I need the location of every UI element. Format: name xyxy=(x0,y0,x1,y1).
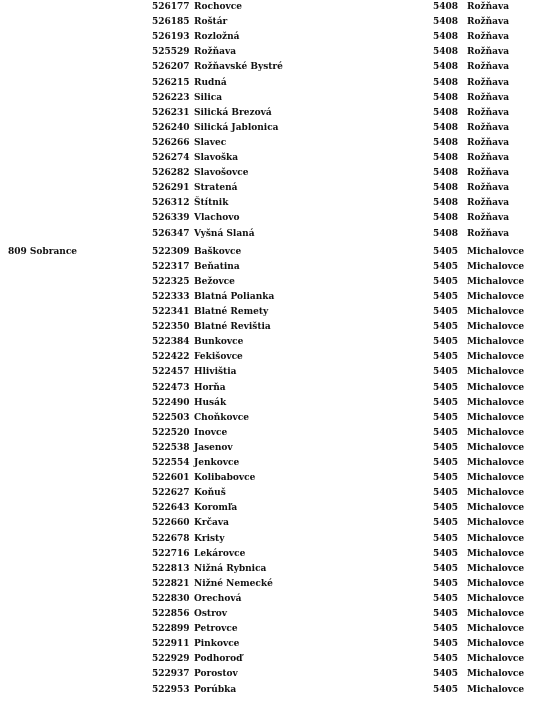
municipality-code: 522830 xyxy=(152,593,190,604)
district-code: 5408 xyxy=(433,92,459,103)
table-row xyxy=(0,106,560,121)
table-row xyxy=(0,30,560,45)
municipality-code: 525529 xyxy=(152,47,190,58)
municipality-name: Porostov xyxy=(194,669,238,680)
table-row xyxy=(0,562,560,577)
table-row xyxy=(0,350,560,365)
district-code: 5405 xyxy=(433,548,459,559)
district-label: 809 Sobrance xyxy=(8,246,78,257)
district-name: Rožňava xyxy=(467,32,510,43)
district-name: Michalovce xyxy=(467,578,525,589)
district-name: Michalovce xyxy=(467,548,525,559)
district-code: 5405 xyxy=(433,578,459,589)
table-row xyxy=(0,245,560,260)
district-name: Rožňava xyxy=(467,62,510,73)
district-name: Michalovce xyxy=(467,503,525,514)
district-name: Michalovce xyxy=(467,412,525,423)
district-name: Michalovce xyxy=(467,518,525,529)
table-row xyxy=(0,652,560,667)
municipality-name: Husák xyxy=(194,397,227,408)
district-code: 5405 xyxy=(433,307,459,317)
district-name: Michalovce xyxy=(467,654,525,665)
municipality-code: 526231 xyxy=(152,107,190,118)
district-code: 5405 xyxy=(433,563,459,574)
table-row xyxy=(0,637,560,652)
table-row xyxy=(0,15,560,30)
municipality-name: Blatné Revištia xyxy=(194,322,271,333)
district-code: 5408 xyxy=(433,2,459,12)
municipality-name: Ostrov xyxy=(194,609,228,619)
municipality-code: 522821 xyxy=(152,578,190,589)
municipality-name: Slavošovce xyxy=(194,168,249,179)
municipality-code: 526291 xyxy=(152,183,190,194)
table-row xyxy=(0,166,560,181)
district-name: Rožňava xyxy=(467,153,510,163)
table-row xyxy=(0,136,560,151)
municipality-name: Silická Brezová xyxy=(194,107,272,118)
district-code: 5405 xyxy=(433,458,459,468)
district-code: 5408 xyxy=(433,228,459,239)
municipality-name: Petrovce xyxy=(194,624,238,635)
district-code: 5408 xyxy=(433,77,459,88)
district-code: 5405 xyxy=(433,503,459,514)
district-name: Michalovce xyxy=(467,563,525,574)
table-row xyxy=(0,211,560,226)
municipality-code: 522627 xyxy=(152,488,190,499)
district-code: 5405 xyxy=(433,397,459,408)
district-name: Michalovce xyxy=(467,609,525,619)
municipality-name: Rudná xyxy=(194,77,227,88)
district-name: Michalovce xyxy=(467,276,525,287)
municipality-code: 522422 xyxy=(152,352,190,363)
municipality-code: 522716 xyxy=(152,548,190,559)
district-code: 5408 xyxy=(433,168,459,179)
district-code: 5408 xyxy=(433,137,459,148)
table-row xyxy=(0,260,560,275)
municipality-name: Hlivištia xyxy=(194,367,237,378)
district-name: Michalovce xyxy=(467,684,525,695)
table-row xyxy=(0,516,560,531)
municipality-name: Nižná Rybnica xyxy=(194,563,267,574)
municipality-code: 522643 xyxy=(152,503,190,514)
municipality-code: 522520 xyxy=(152,427,190,438)
table-row xyxy=(0,592,560,607)
table-row xyxy=(0,45,560,60)
table-row xyxy=(0,320,560,335)
table-row xyxy=(0,335,560,350)
municipality-code: 522473 xyxy=(152,382,190,393)
district-name: Michalovce xyxy=(467,473,525,484)
district-code: 5405 xyxy=(433,276,459,287)
table-row xyxy=(0,305,560,320)
district-code: 5408 xyxy=(433,213,459,224)
municipality-code: 522350 xyxy=(152,322,190,333)
municipality-name: Rožňavské Bystré xyxy=(194,62,283,73)
municipality-code: 522317 xyxy=(152,261,190,272)
district-code: 5405 xyxy=(433,609,459,619)
district-name: Michalovce xyxy=(467,382,525,393)
table-row xyxy=(0,396,560,411)
municipality-code: 526185 xyxy=(152,17,190,28)
district-code: 5405 xyxy=(433,427,459,438)
district-name: Michalovce xyxy=(467,458,525,468)
municipality-name: Kolibabovce xyxy=(194,473,256,484)
municipality-code: 522660 xyxy=(152,518,190,529)
municipality-code: 526193 xyxy=(152,32,190,43)
table-row xyxy=(0,486,560,501)
district-code: 5405 xyxy=(433,518,459,529)
district-name: Rožňava xyxy=(467,198,510,209)
municipality-name: Blatná Polianka xyxy=(194,291,275,302)
district-name: Michalovce xyxy=(467,593,525,604)
district-name: Michalovce xyxy=(467,624,525,635)
district-name: Rožňava xyxy=(467,107,510,118)
table-row xyxy=(0,381,560,396)
table-row xyxy=(0,151,560,166)
municipality-name: Rožňava xyxy=(194,47,237,58)
table-row xyxy=(0,121,560,136)
district-code: 5408 xyxy=(433,62,459,73)
table-row xyxy=(0,426,560,441)
municipality-name: Kristy xyxy=(194,533,225,544)
municipality-code: 522384 xyxy=(152,337,190,348)
municipality-name: Beňatina xyxy=(194,261,240,272)
table-row xyxy=(0,577,560,592)
district-code: 5408 xyxy=(433,122,459,133)
municipality-name: Bežovce xyxy=(194,276,235,287)
district-name: Michalovce xyxy=(467,427,525,438)
municipality-code: 522457 xyxy=(152,367,190,378)
municipality-name: Porúbka xyxy=(194,684,237,695)
table-row xyxy=(0,547,560,562)
municipality-name: Vyšná Slaná xyxy=(194,228,255,239)
district-code: 5405 xyxy=(433,624,459,635)
district-code: 5405 xyxy=(433,442,459,453)
table-row xyxy=(0,196,560,211)
district-name: Michalovce xyxy=(467,533,525,544)
municipality-code: 522899 xyxy=(152,624,190,635)
district-code: 5408 xyxy=(433,183,459,194)
municipality-code: 522490 xyxy=(152,397,190,408)
district-name: Michalovce xyxy=(467,246,525,257)
municipality-code: 522538 xyxy=(152,442,190,453)
table-row xyxy=(0,683,560,698)
municipality-code: 526223 xyxy=(152,92,190,103)
district-name: Michalovce xyxy=(467,352,525,363)
table-row xyxy=(0,60,560,75)
municipality-name: Fekišovce xyxy=(194,352,243,363)
municipality-code: 526240 xyxy=(152,122,190,133)
municipality-name: Orechová xyxy=(194,593,242,604)
table-row xyxy=(0,607,560,622)
municipality-name: Koromľa xyxy=(194,503,238,514)
district-code: 5405 xyxy=(433,412,459,423)
district-code: 5408 xyxy=(433,198,459,209)
municipality-name: Podhoroď xyxy=(194,654,243,665)
table-row xyxy=(0,227,560,242)
district-name: Rožňava xyxy=(467,2,510,12)
municipality-code: 526339 xyxy=(152,213,190,224)
district-code: 5405 xyxy=(433,367,459,378)
district-code: 5405 xyxy=(433,337,459,348)
table-row xyxy=(0,411,560,426)
district-name: Michalovce xyxy=(467,322,525,333)
district-code: 5405 xyxy=(433,382,459,393)
municipality-code: 526312 xyxy=(152,198,190,209)
table-row xyxy=(0,365,560,380)
district-code: 5405 xyxy=(433,684,459,695)
district-name: Michalovce xyxy=(467,397,525,408)
municipality-name: Jasenov xyxy=(194,442,233,453)
municipality-name: Koňuš xyxy=(194,488,226,499)
municipality-name: Baškovce xyxy=(194,246,242,257)
district-name: Michalovce xyxy=(467,669,525,680)
table-row xyxy=(0,532,560,547)
table-row xyxy=(0,0,560,15)
municipality-name: Inovce xyxy=(194,427,228,438)
district-name: Michalovce xyxy=(467,442,525,453)
municipality-code: 522341 xyxy=(152,307,190,317)
table-row xyxy=(0,290,560,305)
municipality-name: Horňa xyxy=(194,382,226,393)
district-name: Rožňava xyxy=(467,47,510,58)
district-name: Michalovce xyxy=(467,337,525,348)
municipality-code: 522678 xyxy=(152,533,190,544)
municipality-name: Stratená xyxy=(194,183,238,194)
municipality-name: Silica xyxy=(194,92,223,103)
district-name: Rožňava xyxy=(467,77,510,88)
table-row xyxy=(0,275,560,290)
district-code: 5405 xyxy=(433,473,459,484)
municipality-name: Krčava xyxy=(194,518,229,529)
municipality-code: 526177 xyxy=(152,2,190,12)
district-name: Rožňava xyxy=(467,183,510,194)
table-row xyxy=(0,441,560,456)
municipality-name: Jenkovce xyxy=(194,458,240,468)
municipality-code: 522953 xyxy=(152,684,190,695)
table-row xyxy=(0,181,560,196)
district-code: 5408 xyxy=(433,107,459,118)
district-name: Michalovce xyxy=(467,261,525,272)
district-code: 5405 xyxy=(433,533,459,544)
municipality-code: 522856 xyxy=(152,609,190,619)
district-code: 5405 xyxy=(433,291,459,302)
municipality-name: Silická Jablonica xyxy=(194,122,279,133)
municipality-name: Bunkovce xyxy=(194,337,244,348)
municipality-code: 526347 xyxy=(152,228,190,239)
municipality-name: Nižné Nemecké xyxy=(194,578,273,589)
district-code: 5405 xyxy=(433,246,459,257)
municipality-code: 522601 xyxy=(152,473,190,484)
municipality-name: Štítnik xyxy=(194,198,229,209)
district-code: 5408 xyxy=(433,32,459,43)
district-code: 5405 xyxy=(433,593,459,604)
municipality-code: 522813 xyxy=(152,563,190,574)
municipality-name: Roštár xyxy=(194,17,228,28)
municipality-code: 526274 xyxy=(152,153,190,163)
table-row xyxy=(0,471,560,486)
district-name: Rožňava xyxy=(467,228,510,239)
municipality-name: Vlachovo xyxy=(194,213,240,224)
municipality-code: 526282 xyxy=(152,168,190,179)
district-code: 5408 xyxy=(433,153,459,163)
municipality-name: Choňkovce xyxy=(194,412,249,423)
district-name: Michalovce xyxy=(467,639,525,650)
municipality-name: Slavoška xyxy=(194,153,239,163)
municipality-code: 526207 xyxy=(152,62,190,73)
district-code: 5405 xyxy=(433,488,459,499)
municipality-code: 522937 xyxy=(152,669,190,680)
district-code: 5405 xyxy=(433,669,459,680)
district-code: 5405 xyxy=(433,261,459,272)
district-code: 5408 xyxy=(433,17,459,28)
district-name: Rožňava xyxy=(467,213,510,224)
municipality-code: 526266 xyxy=(152,137,190,148)
district-code: 5405 xyxy=(433,654,459,665)
municipality-name: Blatné Remety xyxy=(194,307,269,317)
district-code: 5405 xyxy=(433,322,459,333)
municipality-name: Lekárovce xyxy=(194,548,246,559)
municipality-code: 526215 xyxy=(152,77,190,88)
table-row xyxy=(0,91,560,106)
district-name: Rožňava xyxy=(467,17,510,28)
district-name: Michalovce xyxy=(467,291,525,302)
district-name: Michalovce xyxy=(467,488,525,499)
district-name: Rožňava xyxy=(467,137,510,148)
table-row xyxy=(0,622,560,637)
municipality-code: 522309 xyxy=(152,246,190,257)
municipality-name: Rozložná xyxy=(194,32,240,43)
district-name: Rožňava xyxy=(467,92,510,103)
table-row xyxy=(0,456,560,471)
municipality-code: 522554 xyxy=(152,458,190,468)
municipality-code: 522325 xyxy=(152,276,190,287)
table-row xyxy=(0,76,560,91)
table-row xyxy=(0,501,560,516)
district-name: Rožňava xyxy=(467,168,510,179)
district-name: Rožňava xyxy=(467,122,510,133)
municipality-name: Slavec xyxy=(194,137,227,148)
district-code: 5405 xyxy=(433,352,459,363)
district-code: 5408 xyxy=(433,47,459,58)
municipality-code: 522911 xyxy=(152,639,190,650)
municipality-name: Rochovce xyxy=(194,2,242,12)
district-name: Michalovce xyxy=(467,307,525,317)
district-code: 5405 xyxy=(433,639,459,650)
district-name: Michalovce xyxy=(467,367,525,378)
municipality-code: 522929 xyxy=(152,654,190,665)
municipality-name: Pinkovce xyxy=(194,639,240,650)
table-row xyxy=(0,667,560,682)
municipality-code: 522333 xyxy=(152,291,190,302)
municipality-code: 522503 xyxy=(152,412,190,423)
